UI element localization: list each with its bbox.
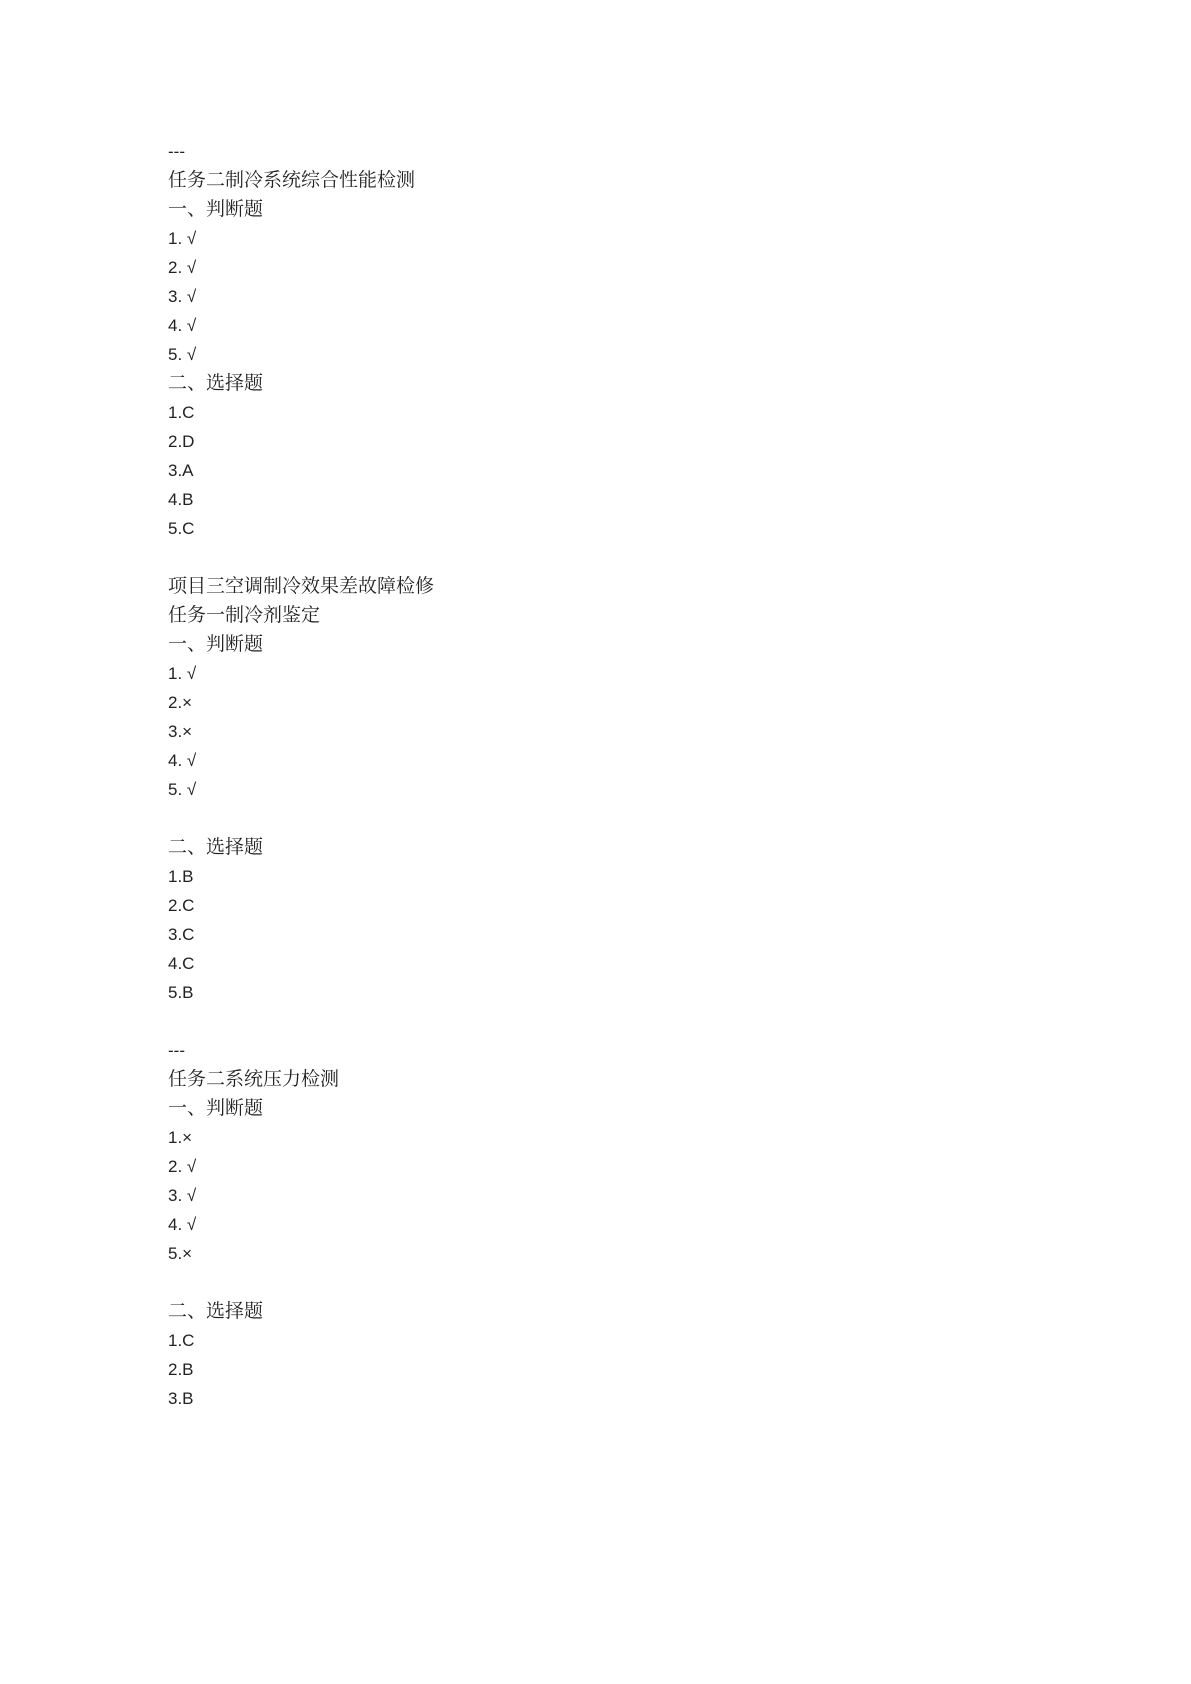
answer-line: 3.×: [168, 722, 193, 741]
section-heading: 二、选择题: [168, 372, 264, 394]
answer-line: 1.C: [168, 403, 195, 422]
answer-line: 2.×: [168, 693, 193, 712]
task-heading: 任务一制冷剂鉴定: [168, 604, 321, 626]
task-heading: 任务二系统压力检测: [168, 1068, 340, 1090]
section-heading: 一、判断题: [168, 198, 264, 220]
answer-line: 5.B: [168, 983, 194, 1002]
answer-line: 3. √: [168, 1186, 197, 1205]
answer-line: 3.B: [168, 1389, 194, 1408]
blank-line: [168, 1268, 928, 1297]
section-heading: 一、判断题: [168, 1097, 264, 1119]
answer-line: 5.C: [168, 519, 195, 538]
separator-line: ---: [168, 142, 185, 161]
answer-line: 4. √: [168, 316, 197, 335]
answer-line: 1. √: [168, 664, 197, 683]
answer-line: 2. √: [168, 258, 197, 277]
section-heading: 一、判断题: [168, 633, 264, 655]
answer-line: 1. √: [168, 229, 197, 248]
answer-line: 4. √: [168, 1215, 197, 1234]
answer-line: 4. √: [168, 751, 197, 770]
blank-line: [168, 1007, 928, 1036]
answer-line: 2.C: [168, 896, 195, 915]
answer-line: 2.D: [168, 432, 195, 451]
answer-line: 1.C: [168, 1331, 195, 1350]
answer-line: 3. √: [168, 287, 197, 306]
separator-line: ---: [168, 1041, 185, 1060]
blank-line: [168, 804, 928, 833]
answer-line: 1.B: [168, 867, 194, 886]
section-heading: 二、选择题: [168, 836, 264, 858]
answer-line: 4.C: [168, 954, 195, 973]
task-heading: 任务二制冷系统综合性能检测: [168, 169, 416, 191]
answer-line: 5. √: [168, 780, 197, 799]
answer-line: 3.A: [168, 461, 194, 480]
answer-line: 3.C: [168, 925, 195, 944]
document-body: [168, 137, 928, 1413]
answer-line: 2.B: [168, 1360, 194, 1379]
answer-line: 2. √: [168, 1157, 197, 1176]
answer-line: 1.×: [168, 1128, 193, 1147]
section-heading: 二、选择题: [168, 1300, 264, 1322]
answer-line: 5. √: [168, 345, 197, 364]
answer-line: 4.B: [168, 490, 194, 509]
project-heading: 项目三空调制冷效果差故障检修: [168, 575, 435, 597]
blank-line: [168, 543, 928, 572]
answer-line: 5.×: [168, 1244, 193, 1263]
